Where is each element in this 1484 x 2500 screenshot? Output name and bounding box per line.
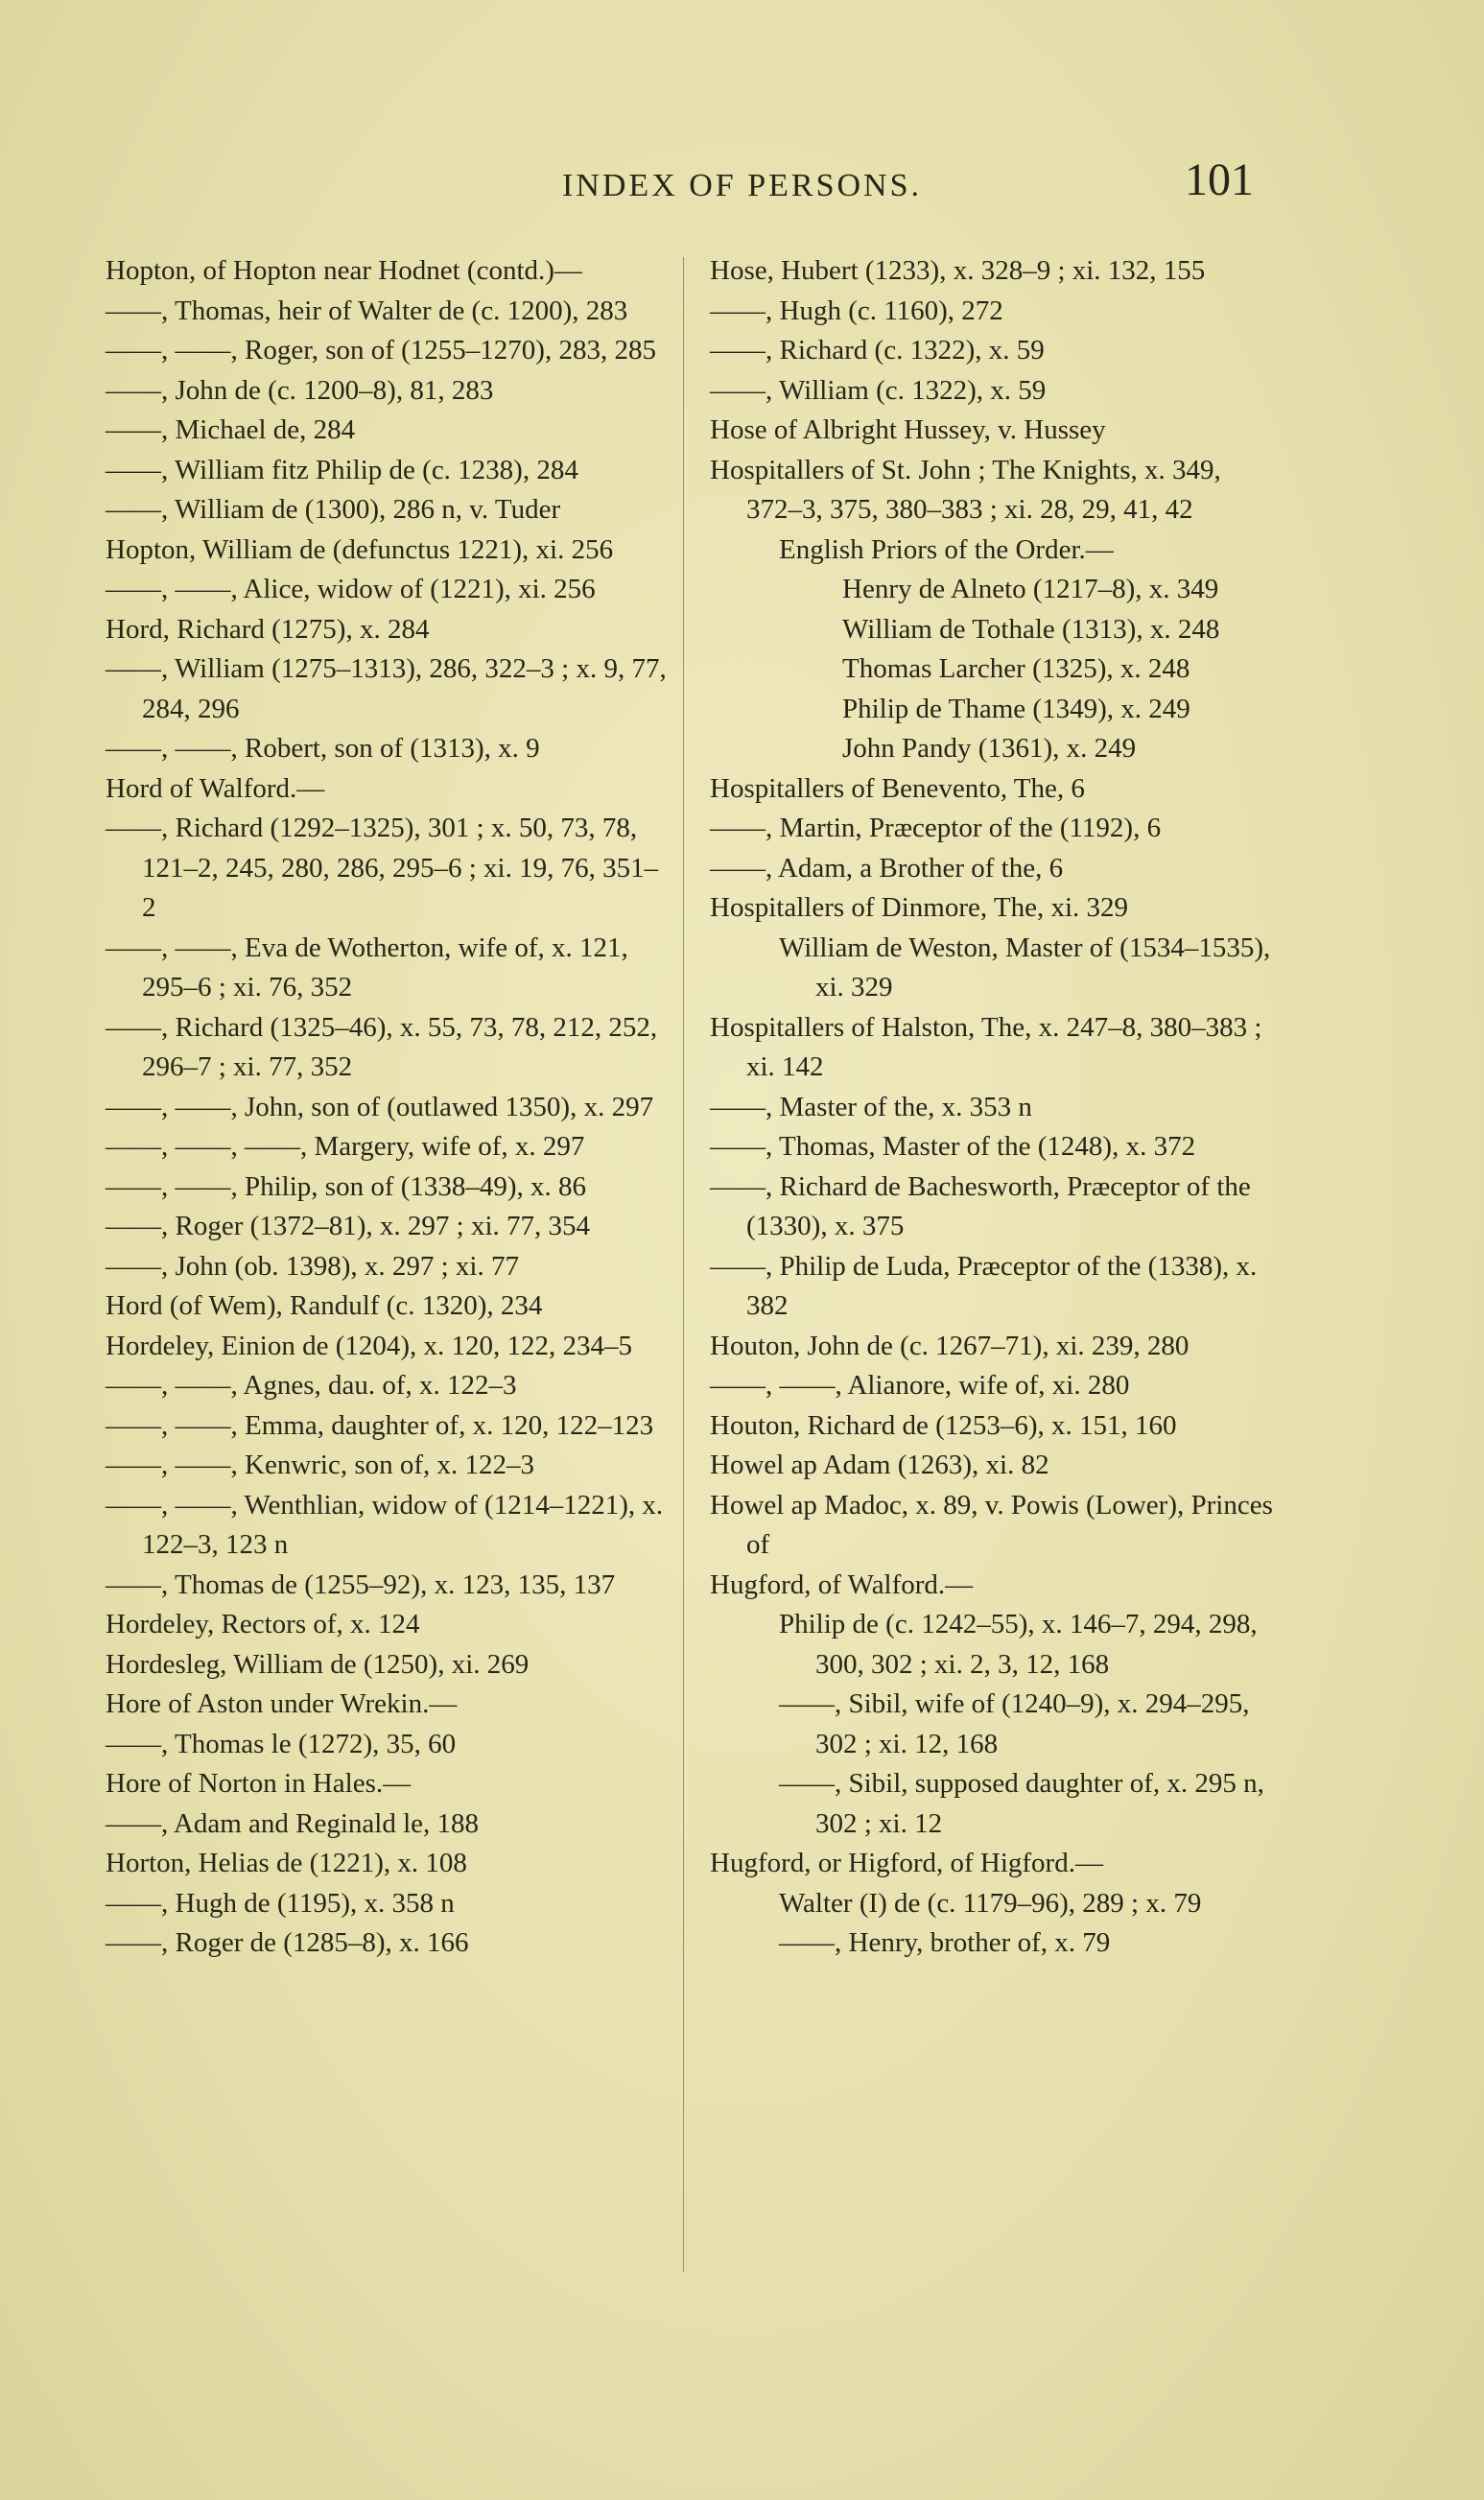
index-entry: ——, Sibil, supposed daughter of, x. 295 n, 302 ; xi. 12	[779, 1768, 1264, 1839]
page-number: 101	[1185, 154, 1254, 205]
index-entry: ——, ——, Robert, son of (1313), x. 9	[106, 733, 540, 764]
index-entry: Hose of Albright Hussey, v. Hussey	[710, 414, 1106, 445]
index-entry: Hore of Norton in Hales.—	[106, 1768, 412, 1799]
index-entry: Philip de (c. 1242–55), x. 146–7, 294, 298, 300, 302 ; xi. 2, 3, 12, 168	[779, 1609, 1258, 1680]
index-entry: ——, Richard de Bachesworth, Præceptor of the (1330), x. 375	[710, 1170, 1251, 1241]
index-entry: ——, ——, Eva de Wotherton, wife of, x. 121, 295–6 ; xi. 76, 352	[106, 932, 628, 1002]
index-entry: William de Tothale (1313), x. 248	[842, 613, 1220, 645]
index-entry: ——, John de (c. 1200–8), 81, 283	[106, 374, 494, 406]
index-entry: ——, Roger (1372–81), x. 297 ; xi. 77, 354	[106, 1211, 591, 1241]
index-entry: Hospitallers of Dinmore, The, xi. 329	[710, 892, 1129, 923]
index-entry: Hore of Aston under Wrekin.—	[106, 1688, 458, 1719]
index-entry: ——, Thomas de (1255–92), x. 123, 135, 137	[106, 1568, 616, 1600]
index-entry: Walter (I) de (c. 1179–96), 289 ; x. 79	[779, 1887, 1202, 1919]
index-entry: Hord, Richard (1275), x. 284	[106, 613, 430, 645]
index-entry: Hordesleg, William de (1250), xi. 269	[106, 1648, 530, 1680]
index-entry: Hopton, William de (defunctus 1221), xi. 256	[106, 533, 614, 565]
index-entry: William de Weston, Master of (1534–1535), xi. 329	[779, 932, 1271, 1002]
index-entry: ——, ——, Wenthlian, widow of (1214–1221), x. 122–3, 123 n	[106, 1489, 664, 1560]
index-entry: ——, Hugh (c. 1160), 272	[710, 295, 1003, 326]
index-entry: ——, Adam and Reginald le, 188	[106, 1807, 480, 1839]
index-entry: ——, William (1275–1313), 286, 322–3 ; x. 9, 77, 284, 296	[106, 653, 667, 724]
index-entry: Houton, John de (c. 1267–71), xi. 239, 280	[710, 1330, 1190, 1361]
index-entry: ——, ——, Alice, widow of (1221), xi. 256	[106, 574, 596, 604]
index-entry: Hose, Hubert (1233), x. 328–9 ; xi. 132, 155	[710, 255, 1206, 286]
index-entry: ——, Thomas, heir of Walter de (c. 1200), 283	[106, 295, 628, 326]
index-entry: John Pandy (1361), x. 249	[842, 733, 1137, 764]
index-entry: Hospitallers of St. John ; The Knights, x. 349, 372–3, 375, 380–383 ; xi. 28, 29, 41, 42	[710, 454, 1221, 525]
index-entry: Hospitallers of Halston, The, x. 247–8, 380–383 ; xi. 142	[710, 1011, 1262, 1082]
index-entry: Howel ap Adam (1263), xi. 82	[710, 1450, 1049, 1480]
index-entry: ——, Thomas le (1272), 35, 60	[106, 1728, 457, 1759]
index-entry: Henry de Alneto (1217–8), x. 349	[842, 574, 1219, 604]
index-entry: Hord of Walford.—	[106, 772, 325, 804]
index-entry: Hord (of Wem), Randulf (c. 1320), 234	[106, 1290, 543, 1321]
index-entry: Hugford, or Higford, of Higford.—	[710, 1848, 1103, 1878]
index-entry: ——, ——, Roger, son of (1255–1270), 283, 285	[106, 335, 656, 366]
index-entry: ——, Roger de (1285–8), x. 166	[106, 1927, 469, 1958]
index-entry: ——, Henry, brother of, x. 79	[779, 1927, 1111, 1958]
index-entry: ——, ——, Alianore, wife of, xi. 280	[710, 1370, 1130, 1401]
index-entry: ——, Richard (c. 1322), x. 59	[710, 335, 1045, 366]
index-entry: ——, Richard (1325–46), x. 55, 73, 78, 212, 252, 296–7 ; xi. 77, 352	[106, 1011, 658, 1082]
index-entry: Howel ap Madoc, x. 89, v. Powis (Lower), Princes of	[710, 1489, 1273, 1560]
index-entry: ——, William de (1300), 286 n, v. Tuder	[106, 494, 561, 525]
index-entry: ——, Philip de Luda, Præceptor of the (1338), x. 382	[710, 1250, 1258, 1321]
index-entry: Hospitallers of Benevento, The, 6	[710, 772, 1085, 804]
index-entry: Hordeley, Einion de (1204), x. 120, 122, 234–5	[106, 1330, 633, 1361]
index-entry: ——, Hugh de (1195), x. 358 n	[106, 1887, 455, 1919]
index-entry: Hugford, of Walford.—	[710, 1568, 974, 1600]
index-entry: ——, Master of the, x. 353 n	[710, 1091, 1032, 1122]
index-entry: ——, Martin, Præceptor of the (1192), 6	[710, 813, 1162, 843]
index-entry: ——, John (ob. 1398), x. 297 ; xi. 77	[106, 1250, 519, 1282]
index-entry: ——, Richard (1292–1325), 301 ; x. 50, 73, 78, 121–2, 245, 280, 286, 295–6 ; xi. 19, 76, 351–2	[106, 813, 659, 923]
index-entry: ——, Michael de, 284	[106, 414, 356, 445]
index-entry: ——, Thomas, Master of the (1248), x. 372	[710, 1131, 1196, 1162]
index-entry: ——, Sibil, wife of (1240–9), x. 294–295, 302 ; xi. 12, 168	[779, 1688, 1250, 1759]
index-entry: Philip de Thame (1349), x. 249	[842, 693, 1190, 724]
index-entry: English Priors of the Order.—	[779, 533, 1114, 565]
index-entry: ——, William fitz Philip de (c. 1238), 284	[106, 454, 578, 485]
index-entry: ——, ——, Philip, son of (1338–49), x. 86	[106, 1170, 587, 1202]
index-column-left	[106, 251, 667, 1964]
index-entry: ——, ——, ——, Margery, wife of, x. 297	[106, 1131, 585, 1162]
index-entry: Hordeley, Rectors of, x. 124	[106, 1609, 420, 1639]
index-entry: ——, ——, Kenwric, son of, x. 122–3	[106, 1450, 535, 1480]
index-entry: Thomas Larcher (1325), x. 248	[842, 653, 1190, 684]
index-entry: ——, ——, Emma, daughter of, x. 120, 122–123	[106, 1409, 654, 1441]
index-entry: Hopton, of Hopton near Hodnet (contd.)—	[106, 255, 582, 286]
index-entry: Houton, Richard de (1253–6), x. 151, 160	[710, 1409, 1177, 1441]
index-entry: ——, William (c. 1322), x. 59	[710, 374, 1047, 406]
running-title: INDEX OF PERSONS.	[562, 168, 922, 203]
index-entry: ——, ——, Agnes, dau. of, x. 122–3	[106, 1370, 517, 1401]
column-divider	[683, 257, 684, 2272]
index-entry: ——, Adam, a Brother of the, 6	[710, 852, 1064, 884]
index-column-right	[710, 251, 1276, 1964]
index-entry: ——, ——, John, son of (outlawed 1350), x. 297	[106, 1091, 654, 1122]
index-entry: Horton, Helias de (1221), x. 108	[106, 1848, 467, 1878]
